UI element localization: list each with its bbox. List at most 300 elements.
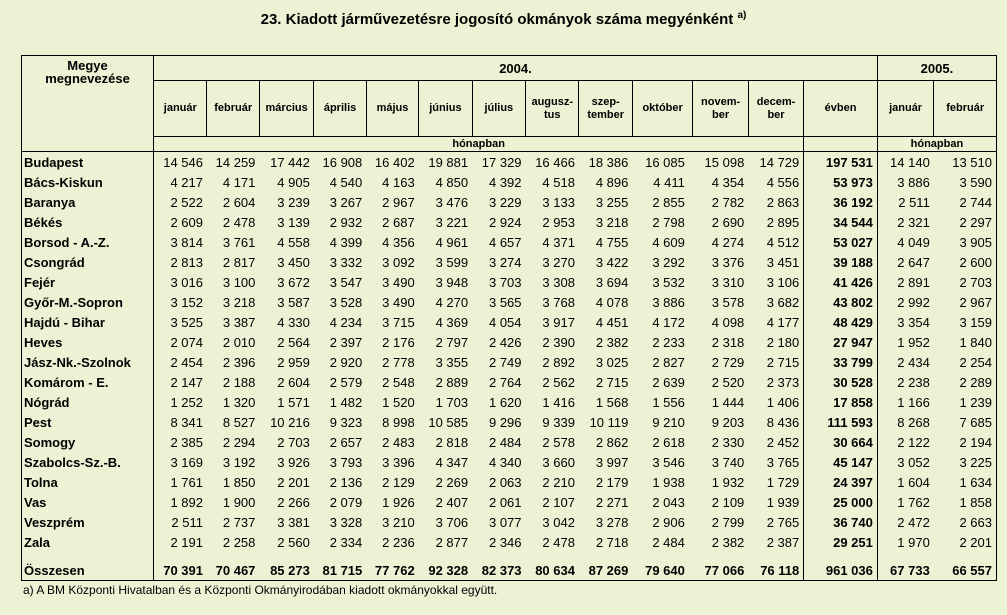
county-name: Csongrád <box>22 252 154 272</box>
year-total-cell: 24 397 <box>804 472 878 492</box>
value-cell: 2 454 <box>170 354 203 370</box>
value-cell: 3 565 <box>488 294 522 310</box>
value-cell: 2 511 <box>171 514 203 530</box>
table-row <box>22 412 997 432</box>
value-cell: 2 579 <box>329 374 363 390</box>
m2004-month-header-line: tus <box>543 108 561 121</box>
value-cell: 2 764 <box>488 374 522 390</box>
county-name: Fejér <box>22 272 154 292</box>
value-cell: 3 599 <box>435 254 469 270</box>
value-cell: 2 188 <box>222 374 256 390</box>
m2004-month-header-line: decem- <box>756 95 796 108</box>
value-cell: 79 640 <box>632 552 692 581</box>
unit-monthly-2005: hónapban <box>877 137 996 152</box>
value-cell: 2 817 <box>222 254 256 270</box>
value-cell: 3 239 <box>277 194 310 210</box>
value-cell: 3 328 <box>329 514 363 530</box>
value-cell: 9 203 <box>711 414 745 430</box>
value-cell: 3 948 <box>435 274 469 290</box>
value-cell: 10 585 <box>428 414 469 430</box>
value-cell: 2 484 <box>652 534 685 550</box>
table-body <box>22 152 997 581</box>
value-cell: 3 926 <box>277 454 310 470</box>
county-column-header <box>22 56 154 152</box>
county-name: Zala <box>22 532 154 552</box>
value-cell: 13 510 <box>934 152 997 173</box>
value-cell: 2 520 <box>711 374 745 390</box>
m2004-month-header <box>632 81 692 137</box>
value-cell: 1 320 <box>222 394 256 410</box>
table-row <box>22 332 997 352</box>
value-cell: 4 234 <box>329 314 363 330</box>
value-cell: 2 657 <box>329 434 363 450</box>
value-cell: 2 107 <box>542 494 575 510</box>
value-cell: 8 436 <box>766 414 800 430</box>
value-cell: 10 119 <box>589 414 629 430</box>
value-cell: 2 061 <box>488 494 522 510</box>
value-cell: 2 639 <box>652 374 685 390</box>
value-cell: 2 136 <box>329 474 363 490</box>
total-row <box>22 552 997 581</box>
value-cell: 2 782 <box>711 194 745 210</box>
value-cell: 4 340 <box>488 454 522 470</box>
value-cell: 2 618 <box>652 434 685 450</box>
value-cell: 2 737 <box>222 514 256 530</box>
value-cell: 4 171 <box>222 174 256 190</box>
value-cell: 2 600 <box>934 252 997 272</box>
value-cell: 2 346 <box>488 534 522 550</box>
m2004-month-header <box>472 81 525 137</box>
value-cell: 3 229 <box>488 194 522 210</box>
value-cell: 2 992 <box>897 294 930 310</box>
m2004-month-header-line: március <box>265 102 308 114</box>
table-row <box>22 292 997 312</box>
value-cell: 2 385 <box>170 434 203 450</box>
value-cell: 2 953 <box>542 214 575 230</box>
value-cell: 2 715 <box>766 354 800 370</box>
value-cell: 2 210 <box>542 474 575 490</box>
table-row <box>22 432 997 452</box>
county-header-line-2: megnevezése <box>45 71 130 86</box>
m2004-month-header <box>693 81 748 137</box>
value-cell: 2 560 <box>277 534 310 550</box>
value-cell: 2 891 <box>897 274 930 290</box>
year-total-cell: 27 947 <box>804 332 878 352</box>
value-cell: 14 259 <box>215 154 256 170</box>
value-cell: 14 140 <box>890 154 930 170</box>
table-title <box>0 10 1007 28</box>
table-row <box>22 232 997 252</box>
value-cell: 2 564 <box>277 334 310 350</box>
value-cell: 3 210 <box>382 514 415 530</box>
value-cell: 2 063 <box>488 474 522 490</box>
value-cell: 3 278 <box>595 514 629 530</box>
value-cell: 8 527 <box>222 414 256 430</box>
value-cell: 2 334 <box>329 534 363 550</box>
value-cell: 2 321 <box>897 214 930 230</box>
value-cell: 3 159 <box>934 312 997 332</box>
county-name: Hajdú - Bihar <box>22 312 154 332</box>
m2004-month-header <box>748 81 803 137</box>
value-cell: 1 858 <box>934 492 997 512</box>
m2004-month-header-line: ber <box>712 108 730 121</box>
value-cell: 3 396 <box>382 454 415 470</box>
value-cell: 2 959 <box>277 354 310 370</box>
value-cell: 1 444 <box>711 394 745 410</box>
value-cell: 4 163 <box>382 174 415 190</box>
county-name: Borsod - A.-Z. <box>22 232 154 252</box>
value-cell: 2 813 <box>170 254 203 270</box>
value-cell: 1 900 <box>222 494 256 510</box>
value-cell: 2 074 <box>170 334 203 350</box>
value-cell: 3 381 <box>277 514 310 530</box>
m2004-month-header-line: február <box>214 102 253 114</box>
value-cell: 3 525 <box>170 314 203 330</box>
value-cell: 2 271 <box>595 494 629 510</box>
year-total-cell: 29 251 <box>804 532 878 552</box>
value-cell: 2 895 <box>766 214 800 230</box>
value-cell: 2 690 <box>711 214 745 230</box>
value-cell: 92 328 <box>419 552 472 581</box>
value-cell: 2 797 <box>435 334 469 350</box>
value-cell: 3 016 <box>170 274 203 290</box>
value-cell: 3 997 <box>595 454 629 470</box>
value-cell: 70 467 <box>207 552 259 581</box>
value-cell: 2 266 <box>277 494 310 510</box>
value-cell: 4 518 <box>542 174 575 190</box>
value-cell: 4 411 <box>653 174 685 190</box>
value-cell: 3 025 <box>595 354 629 370</box>
value-cell: 3 270 <box>542 254 575 270</box>
value-cell: 3 682 <box>766 294 800 310</box>
value-cell: 2 749 <box>488 354 522 370</box>
year-2005-header: 2005. <box>877 56 996 81</box>
value-cell: 2 604 <box>277 374 310 390</box>
value-cell: 2 147 <box>170 374 203 390</box>
value-cell: 2 920 <box>329 354 363 370</box>
value-cell: 82 373 <box>472 552 525 581</box>
value-cell: 2 578 <box>542 434 575 450</box>
value-cell: 3 192 <box>222 454 256 470</box>
value-cell: 4 961 <box>435 234 469 250</box>
value-cell: 3 490 <box>382 294 415 310</box>
unit-monthly-2004: hónapban <box>154 137 804 152</box>
year-total-cell: 45 147 <box>804 452 878 472</box>
value-cell: 3 267 <box>329 194 363 210</box>
value-cell: 4 172 <box>652 314 685 330</box>
value-cell: 2 397 <box>329 334 363 350</box>
county-name: Veszprém <box>22 512 154 532</box>
table-row <box>22 452 997 472</box>
value-cell: 2 194 <box>934 432 997 452</box>
value-cell: 2 387 <box>766 534 800 550</box>
value-cell: 2 718 <box>595 534 629 550</box>
value-cell: 1 571 <box>277 394 310 410</box>
value-cell: 2 269 <box>435 474 469 490</box>
value-cell: 16 466 <box>535 154 575 170</box>
value-cell: 3 218 <box>222 294 256 310</box>
value-cell: 8 341 <box>170 414 203 430</box>
value-cell: 17 442 <box>270 154 310 170</box>
value-cell: 1 239 <box>934 392 997 412</box>
value-cell: 4 657 <box>488 234 522 250</box>
m2004-month-header-line: szep- <box>591 95 620 108</box>
value-cell: 19 881 <box>428 154 469 170</box>
value-cell: 8 998 <box>382 414 415 430</box>
value-cell: 3 450 <box>277 254 310 270</box>
value-cell: 2 236 <box>382 534 415 550</box>
year-total-cell: 30 528 <box>804 372 878 392</box>
value-cell: 1 252 <box>170 394 203 410</box>
table-row <box>22 192 997 212</box>
value-cell: 2 967 <box>382 194 415 210</box>
year-total-cell: 48 429 <box>804 312 878 332</box>
value-cell: 3 532 <box>652 274 685 290</box>
value-cell: 3 590 <box>934 172 997 192</box>
value-cell: 2 609 <box>170 214 203 230</box>
value-cell: 1 939 <box>766 494 800 510</box>
value-cell: 2 201 <box>277 474 310 490</box>
value-cell: 3 476 <box>435 194 469 210</box>
value-cell: 1 416 <box>542 394 575 410</box>
value-cell: 1 634 <box>934 472 997 492</box>
year-total-cell: 41 426 <box>804 272 878 292</box>
value-cell: 2 201 <box>934 532 997 552</box>
value-cell: 4 540 <box>329 174 363 190</box>
value-cell: 1 556 <box>652 394 685 410</box>
value-cell: 7 685 <box>934 412 997 432</box>
value-cell: 4 369 <box>435 314 469 330</box>
m2004-month-header <box>154 81 207 137</box>
value-cell: 3 886 <box>897 174 930 190</box>
value-cell: 1 482 <box>329 394 363 410</box>
m2004-month-header-line: május <box>376 102 409 114</box>
value-cell: 1 729 <box>766 474 800 490</box>
value-cell: 4 451 <box>595 314 629 330</box>
value-cell: 2 484 <box>488 434 522 450</box>
m2004-month-header-line: április <box>323 102 357 114</box>
value-cell: 2 079 <box>329 494 363 510</box>
value-cell: 2 396 <box>222 354 256 370</box>
value-cell: 2 663 <box>934 512 997 532</box>
county-name: Vas <box>22 492 154 512</box>
value-cell: 3 703 <box>488 274 522 290</box>
value-cell: 3 793 <box>329 454 363 470</box>
value-cell: 3 740 <box>711 454 745 470</box>
value-cell: 3 152 <box>170 294 203 310</box>
value-cell: 2 010 <box>222 334 256 350</box>
value-cell: 1 166 <box>897 394 930 410</box>
value-cell: 2 122 <box>897 434 930 450</box>
value-cell: 4 558 <box>277 234 310 250</box>
value-cell: 1 604 <box>897 474 930 490</box>
value-cell: 3 169 <box>170 454 203 470</box>
year-total-cell: 53 027 <box>804 232 878 252</box>
value-cell: 2 297 <box>934 212 997 232</box>
value-cell: 15 098 <box>704 154 745 170</box>
county-name: Bács-Kiskun <box>22 172 154 192</box>
value-cell: 3 886 <box>652 294 685 310</box>
value-cell: 2 176 <box>382 334 415 350</box>
table-row <box>22 272 997 292</box>
value-cell: 4 850 <box>435 174 469 190</box>
value-cell: 87 269 <box>579 552 632 581</box>
value-cell: 3 694 <box>595 274 629 290</box>
value-cell: 4 512 <box>766 234 800 250</box>
value-cell: 2 179 <box>595 474 629 490</box>
value-cell: 2 472 <box>897 514 930 530</box>
value-cell: 16 908 <box>322 154 363 170</box>
value-cell: 3 546 <box>652 454 685 470</box>
value-cell: 1 620 <box>488 394 522 410</box>
value-cell: 2 892 <box>542 354 575 370</box>
value-cell: 70 391 <box>154 552 207 581</box>
value-cell: 3 077 <box>488 514 522 530</box>
value-cell: 81 715 <box>314 552 366 581</box>
m2004-month-header-line: július <box>484 102 514 114</box>
value-cell: 4 354 <box>711 174 745 190</box>
value-cell: 17 329 <box>481 154 522 170</box>
m2005-month-header <box>877 81 933 137</box>
value-cell: 2 729 <box>711 354 745 370</box>
year-total-cell: 111 593 <box>804 412 878 432</box>
value-cell: 4 905 <box>277 174 310 190</box>
value-cell: 4 399 <box>329 234 363 250</box>
value-cell: 2 233 <box>652 334 685 350</box>
value-cell: 3 761 <box>222 234 256 250</box>
value-cell: 67 733 <box>877 552 933 581</box>
value-cell: 14 546 <box>163 154 203 170</box>
value-cell: 2 562 <box>542 374 575 390</box>
table-row <box>22 212 997 232</box>
value-cell: 2 452 <box>766 434 800 450</box>
value-cell: 4 270 <box>435 294 469 310</box>
m2004-month-header <box>314 81 366 137</box>
year-total-cell: 25 000 <box>804 492 878 512</box>
m2004-month-header <box>207 81 259 137</box>
county-name: Heves <box>22 332 154 352</box>
value-cell: 1 568 <box>595 394 629 410</box>
m2005-month-header-line: február <box>946 102 985 114</box>
year-total-cell: 43 802 <box>804 292 878 312</box>
year-2004-header: 2004. <box>154 56 878 81</box>
value-cell: 8 268 <box>897 414 930 430</box>
value-cell: 3 310 <box>711 274 745 290</box>
table-row <box>22 252 997 272</box>
value-cell: 1 952 <box>897 334 930 350</box>
year-total-cell: 36 740 <box>804 512 878 532</box>
value-cell: 77 762 <box>366 552 418 581</box>
title-text: 23. Kiadott járművezetésre jogosító okmányok száma megyénként <box>260 11 734 28</box>
m2004-month-header <box>366 81 418 137</box>
total-label: Összesen <box>22 552 154 581</box>
value-cell: 4 609 <box>652 234 685 250</box>
value-cell: 2 238 <box>897 374 930 390</box>
value-cell: 2 511 <box>898 194 930 210</box>
value-cell: 3 139 <box>277 214 310 230</box>
value-cell: 2 289 <box>934 372 997 392</box>
table-row <box>22 532 997 552</box>
value-cell: 1 703 <box>435 394 469 410</box>
value-cell: 3 332 <box>329 254 363 270</box>
value-cell: 9 210 <box>652 414 685 430</box>
value-cell: 2 862 <box>595 434 629 450</box>
value-cell: 2 407 <box>435 494 469 510</box>
value-cell: 2 778 <box>382 354 415 370</box>
county-name: Jász-Nk.-Szolnok <box>22 352 154 372</box>
value-cell: 4 371 <box>542 234 575 250</box>
value-cell: 4 098 <box>711 314 745 330</box>
value-cell: 2 703 <box>934 272 997 292</box>
value-cell: 2 877 <box>435 534 469 550</box>
value-cell: 3 706 <box>435 514 469 530</box>
value-cell: 2 827 <box>652 354 685 370</box>
m2004-month-header-line: augusz- <box>531 95 574 108</box>
value-cell: 3 092 <box>382 254 415 270</box>
value-cell: 3 387 <box>222 314 256 330</box>
value-cell: 3 547 <box>329 274 363 290</box>
year-total-cell: 961 036 <box>804 552 878 581</box>
value-cell: 4 049 <box>897 234 930 250</box>
title-footnote-marker: a) <box>737 10 747 21</box>
value-cell: 4 054 <box>488 314 522 330</box>
year-total-cell: 33 799 <box>804 352 878 372</box>
value-cell: 2 906 <box>652 514 685 530</box>
value-cell: 18 386 <box>588 154 629 170</box>
value-cell: 4 217 <box>170 174 203 190</box>
value-cell: 2 382 <box>711 534 745 550</box>
m2005-month-header-line: január <box>889 102 923 114</box>
table-row <box>22 492 997 512</box>
value-cell: 2 967 <box>934 292 997 312</box>
value-cell: 4 356 <box>382 234 415 250</box>
county-name: Pest <box>22 412 154 432</box>
value-cell: 2 318 <box>711 334 745 350</box>
m2004-month-header <box>579 81 632 137</box>
m2005-month-header <box>934 81 997 137</box>
value-cell: 2 180 <box>766 334 800 350</box>
value-cell: 80 634 <box>526 552 579 581</box>
value-cell: 1 926 <box>382 494 415 510</box>
value-cell: 2 604 <box>222 194 256 210</box>
value-cell: 4 274 <box>711 234 745 250</box>
value-cell: 4 556 <box>766 174 800 190</box>
value-cell: 4 330 <box>277 314 310 330</box>
value-cell: 2 855 <box>652 194 685 210</box>
value-cell: 85 273 <box>259 552 313 581</box>
footnote: a) A BM Központi Hivatalban és a Központi Okmányirodában kiadott okmányokkal együtt. <box>23 583 498 597</box>
value-cell: 9 296 <box>488 414 522 430</box>
value-cell: 2 765 <box>766 514 800 530</box>
year-total-cell: 17 858 <box>804 392 878 412</box>
value-cell: 2 478 <box>542 534 575 550</box>
value-cell: 3 133 <box>542 194 575 210</box>
value-cell: 2 043 <box>652 494 685 510</box>
value-cell: 2 254 <box>934 352 997 372</box>
value-cell: 2 522 <box>170 194 203 210</box>
table-row <box>22 472 997 492</box>
value-cell: 2 390 <box>542 334 575 350</box>
county-name: Tolna <box>22 472 154 492</box>
value-cell: 4 896 <box>595 174 629 190</box>
year-total-cell: 36 192 <box>804 192 878 212</box>
value-cell: 9 339 <box>542 414 575 430</box>
table-row <box>22 372 997 392</box>
value-cell: 3 225 <box>934 452 997 472</box>
m2004-month-header-line: január <box>163 102 197 114</box>
value-cell: 3 814 <box>170 234 203 250</box>
value-cell: 3 587 <box>277 294 310 310</box>
